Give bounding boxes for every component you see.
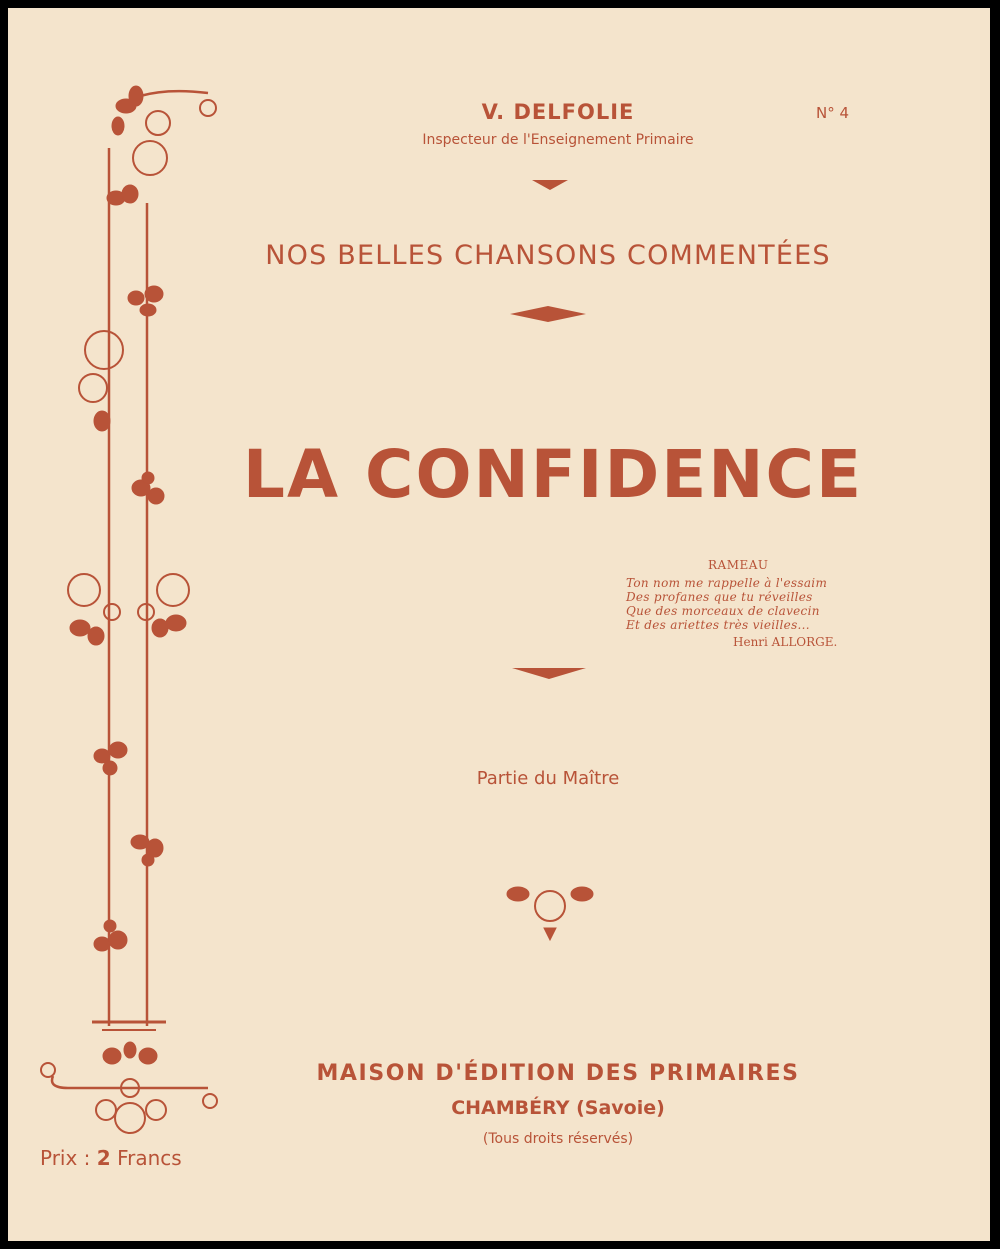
issue-number: N° 4 bbox=[816, 104, 850, 122]
floral-border-ornament bbox=[8, 8, 990, 1241]
price-amount: 2 bbox=[96, 1146, 111, 1170]
series-title: NOS BELLES CHANSONS COMMENTÉES bbox=[265, 240, 831, 271]
epigraph-line: Ton nom me rappelle à l'essaim bbox=[626, 576, 828, 590]
author-name: V. DELFOLIE bbox=[481, 100, 635, 124]
center-floral-ornament bbox=[507, 887, 593, 940]
epigraph-author: Henri ALLORGE. bbox=[733, 635, 838, 649]
cover-page bbox=[8, 8, 990, 1241]
divider-diamond bbox=[510, 306, 586, 322]
epigraph-line: Des profanes que tu réveilles bbox=[626, 590, 813, 604]
divider-arrow-bottom bbox=[512, 668, 586, 679]
epigraph-line: Et des ariettes très vieilles... bbox=[626, 618, 810, 632]
author-title: Inspecteur de l'Enseignement Primaire bbox=[422, 132, 694, 148]
price bbox=[40, 1146, 182, 1170]
main-title: LA CONFIDENCE bbox=[242, 436, 864, 513]
price-currency: Francs bbox=[117, 1146, 182, 1170]
divider-arrow-top bbox=[532, 180, 568, 190]
epigraph-title: RAMEAU bbox=[708, 558, 769, 572]
epigraph-line: Que des morceaux de clavecin bbox=[626, 604, 820, 618]
publisher-city: CHAMBÉRY (Savoie) bbox=[451, 1097, 665, 1119]
publisher-name: MAISON D'ÉDITION DES PRIMAIRES bbox=[316, 1061, 800, 1086]
part-label: Partie du Maître bbox=[476, 768, 620, 789]
rights-notice: (Tous droits réservés) bbox=[482, 1131, 634, 1147]
price-label: Prix : bbox=[40, 1146, 91, 1170]
